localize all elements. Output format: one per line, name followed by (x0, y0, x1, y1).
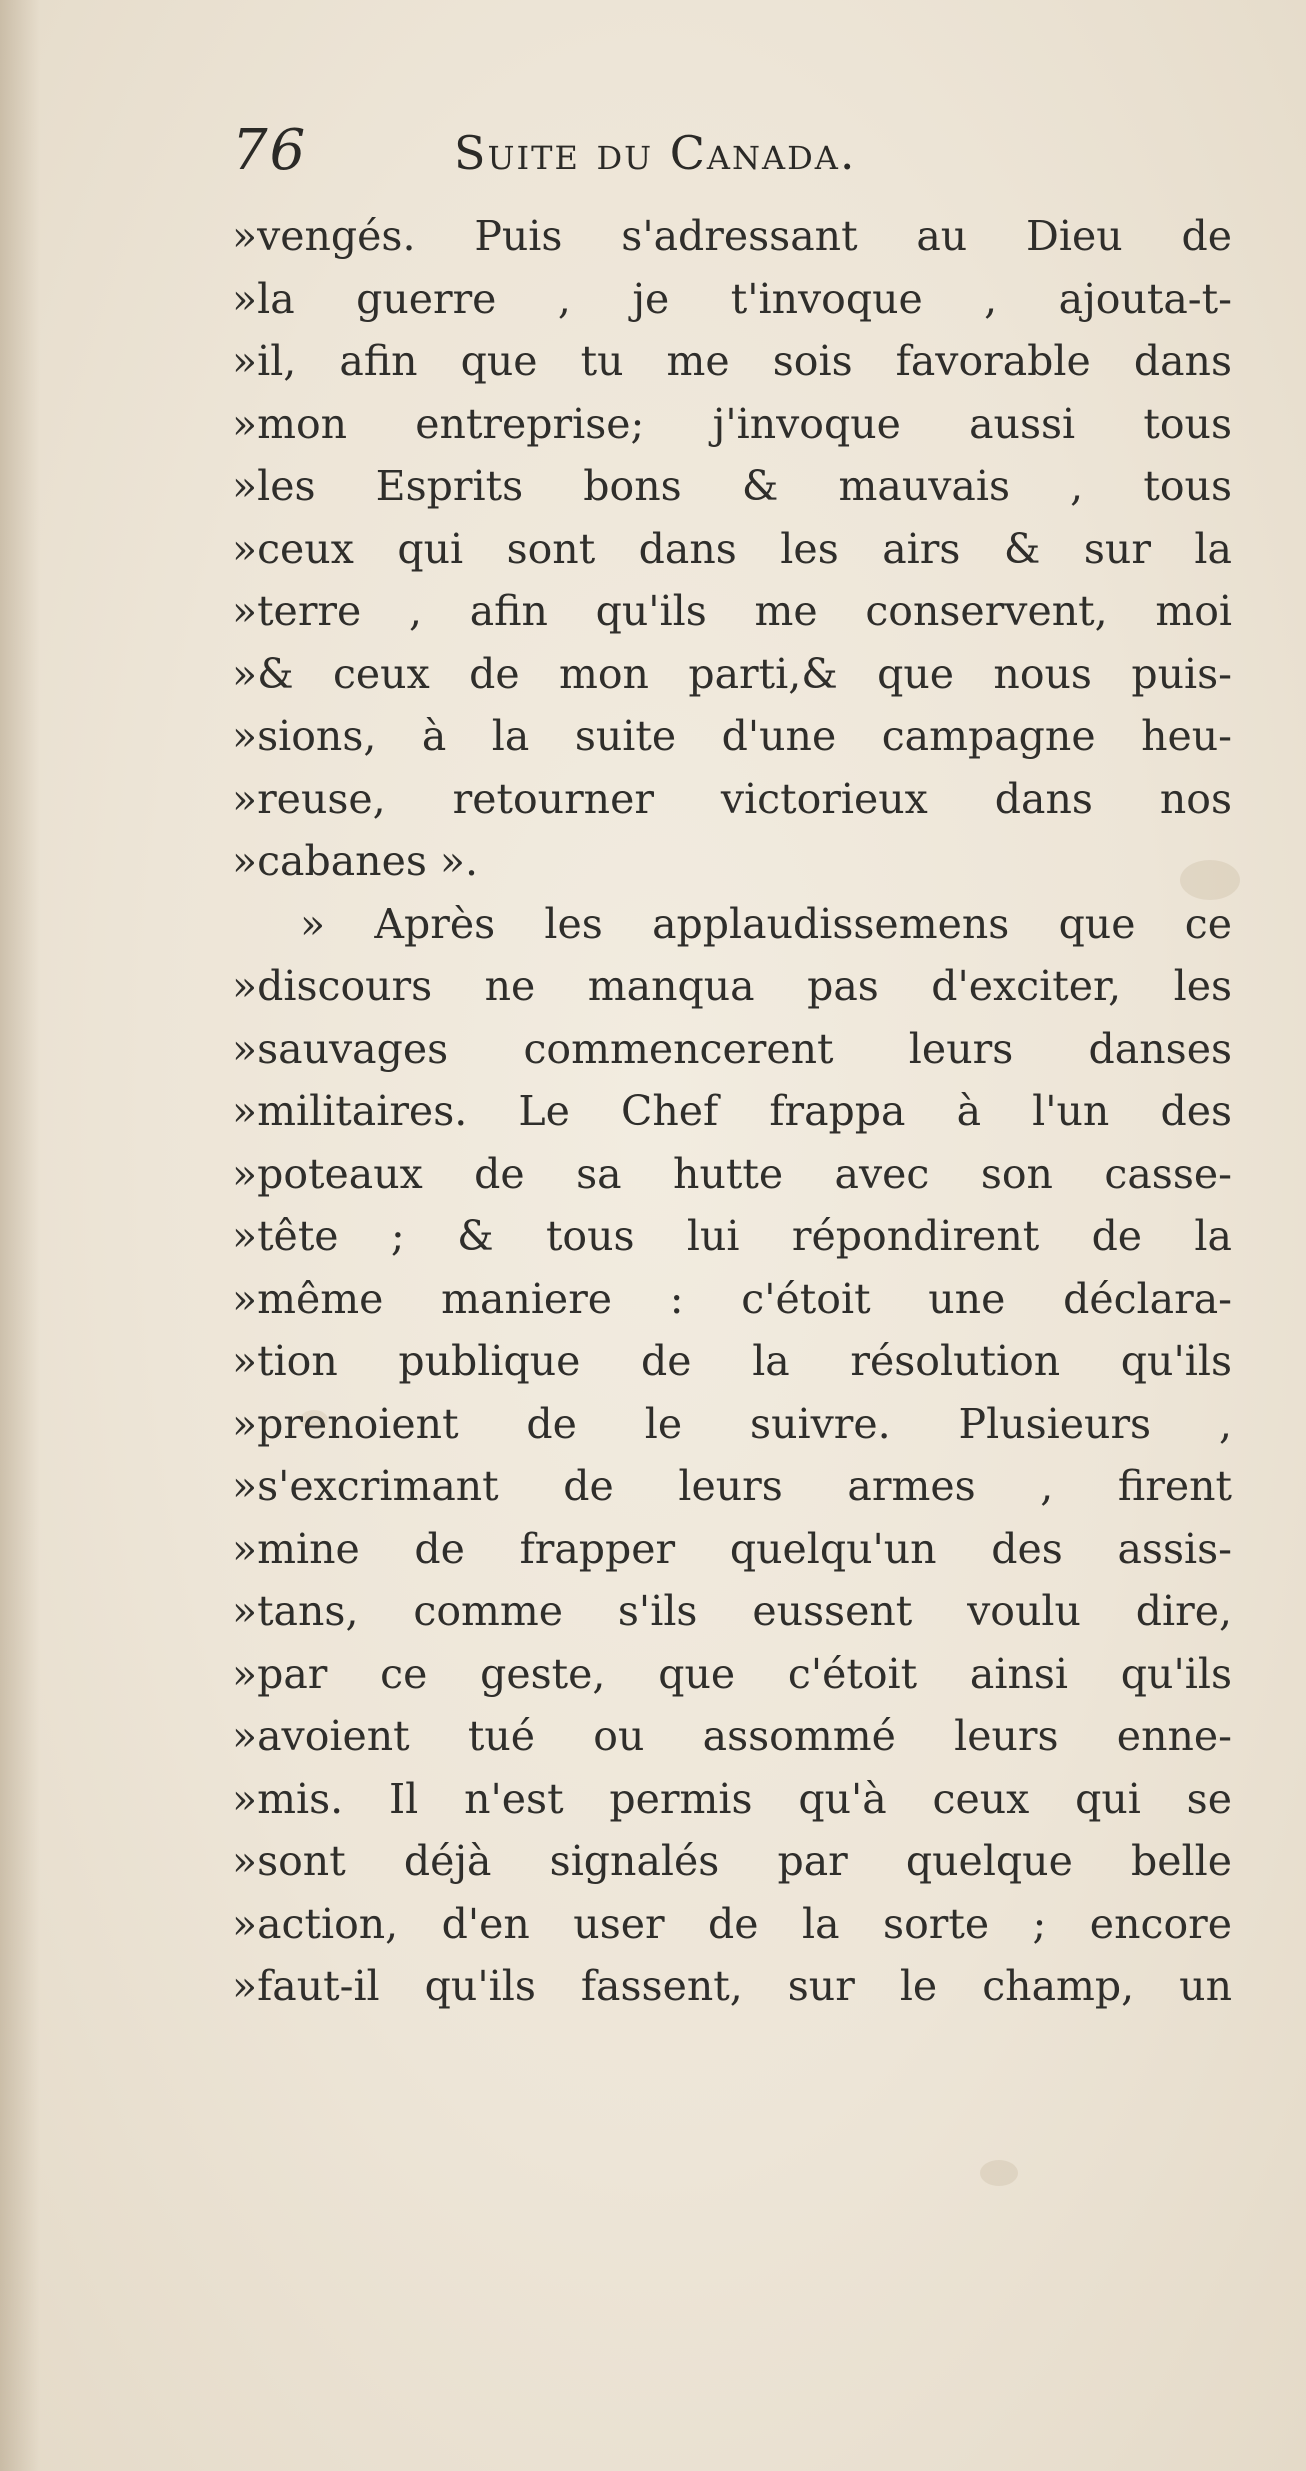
text-line: »ceux qui sont dans les airs & sur la (232, 524, 1232, 573)
text-line: »vengés. Puis s'adressant au Dieu de (232, 212, 1232, 260)
text-line: »sont déjà signalés par quelque belle (232, 1837, 1232, 1885)
text-line: »tion publique de la résolution qu'ils (232, 1337, 1232, 1385)
text-line: »sions, à la suite d'une campagne heu- (232, 712, 1232, 760)
page-number: 76 (232, 118, 308, 183)
text-line: »& ceux de mon parti,& que nous puis- (232, 649, 1232, 698)
text-line: »prenoient de le suivre. Plusieurs , (232, 1399, 1232, 1448)
text-line: »action, d'en user de la sorte ; encore (232, 1899, 1232, 1948)
text-line: »reuse, retourner victorieux dans nos (232, 774, 1232, 823)
text-line: »militaires. Le Chef frappa à l'un des (232, 1087, 1232, 1135)
text-line: »avoient tué ou assommé leurs enne- (232, 1712, 1232, 1760)
text-line: »cabanes ». (232, 837, 479, 885)
text-line: »même maniere : c'étoit une déclara- (232, 1274, 1232, 1323)
running-head: Suite du Canada. (454, 126, 857, 180)
text-line: »tête ; & tous lui répondirent de la (232, 1212, 1232, 1260)
text-line: »sauvages commencerent leurs danses (232, 1024, 1232, 1073)
text-line: »poteaux de sa hutte avec son casse- (232, 1149, 1232, 1198)
text-line: »par ce geste, que c'étoit ainsi qu'ils (232, 1649, 1232, 1698)
text-line: »discours ne manqua pas d'exciter, les (232, 962, 1232, 1010)
page-header (232, 118, 1232, 208)
text-line: »faut-il qu'ils fassent, sur le champ, un (232, 1962, 1232, 2010)
text-line: »tans, comme s'ils eussent voulu dire, (232, 1587, 1232, 1635)
text-line: »mine de frapper quelqu'un des assis- (232, 1524, 1232, 1573)
text-line: »s'excrimant de leurs armes , firent (232, 1462, 1232, 1510)
text-line: »mon entreprise; j'invoque aussi tous (232, 399, 1232, 448)
text-line: »il, afin que tu me sois favorable dans (232, 337, 1232, 385)
text-line: »la guerre , je t'invoque , ajouta-t- (232, 274, 1232, 323)
text-line: »terre , afin qu'ils me conservent, moi (232, 587, 1232, 635)
body-text (232, 205, 1232, 2018)
text-line: » Après les applaudissemens que ce (300, 899, 1232, 948)
paper-stain (980, 2160, 1018, 2186)
page-edge-shadow (0, 0, 40, 2471)
text-line: »mis. Il n'est permis qu'à ceux qui se (232, 1774, 1232, 1823)
text-line: »les Esprits bons & mauvais , tous (232, 462, 1232, 510)
